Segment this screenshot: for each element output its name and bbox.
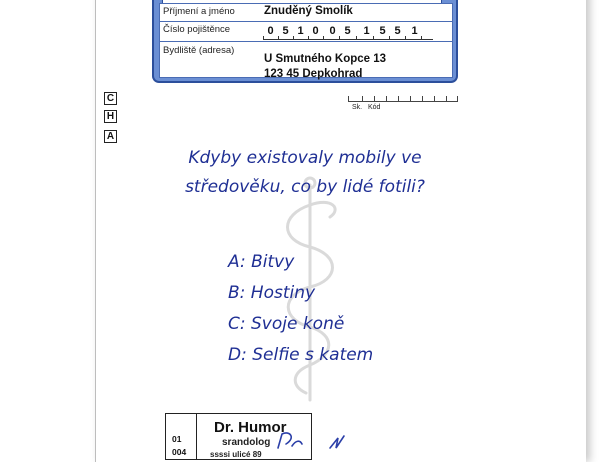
address-line-1: U Smutného Kopce 13	[264, 53, 387, 65]
code-field	[348, 88, 458, 106]
question-text	[170, 144, 440, 202]
row-divider	[160, 41, 452, 42]
name-label: Příjmení a jméno	[163, 6, 235, 17]
insurance-digit: 1	[297, 25, 304, 37]
insurance-digit: 0	[329, 25, 336, 37]
insurance-digit: 0	[312, 25, 319, 37]
cha-box-c: C	[104, 92, 117, 105]
stamp-code-line-1: 01	[172, 434, 182, 444]
name-row	[160, 4, 452, 21]
question-line-1: Kdyby existovaly mobily ve	[188, 148, 422, 168]
doctor-address: ssssi ulicé 89	[210, 450, 262, 459]
address-line-2: 123 45 Depkohrad	[264, 68, 363, 80]
answer-b: B: Hostiny	[228, 283, 316, 303]
insurance-digit: 5	[394, 25, 401, 37]
answer-d: D: Selfie s katem	[228, 345, 374, 365]
stamp-code-line-2: 004	[172, 447, 187, 457]
kod-label: Kód	[368, 104, 381, 111]
stamp-code-box	[166, 414, 197, 459]
patient-info-header	[152, 0, 458, 83]
doctor-name: Dr. Humor	[214, 419, 287, 436]
patient-info-panel	[159, 3, 453, 78]
insurance-digit: 5	[344, 25, 351, 37]
cha-box-h: H	[104, 110, 117, 123]
insurance-number	[263, 23, 433, 40]
answer-a: A: Bitvy	[228, 252, 295, 272]
answer-c: C: Svoje koně	[228, 314, 345, 334]
insurance-digit: 0	[267, 25, 274, 37]
insurance-digit: 1	[411, 25, 418, 37]
insurance-digit: 5	[379, 25, 386, 37]
insurance-label: Číslo pojištěnce	[163, 24, 231, 35]
insurance-digit: 1	[363, 25, 370, 37]
doctor-role: srandolog	[222, 437, 271, 448]
address-label: Bydliště (adresa)	[163, 45, 235, 56]
address-value	[264, 52, 386, 82]
cha-box-a: A	[104, 130, 117, 143]
signature-scribble-icon	[272, 428, 352, 452]
sk-label: Sk.	[352, 104, 363, 111]
name-value: Znuděný Smolík	[264, 5, 353, 17]
question-line-2: středověku, co by lidé fotili?	[185, 177, 425, 197]
insurance-digit: 5	[282, 25, 289, 37]
